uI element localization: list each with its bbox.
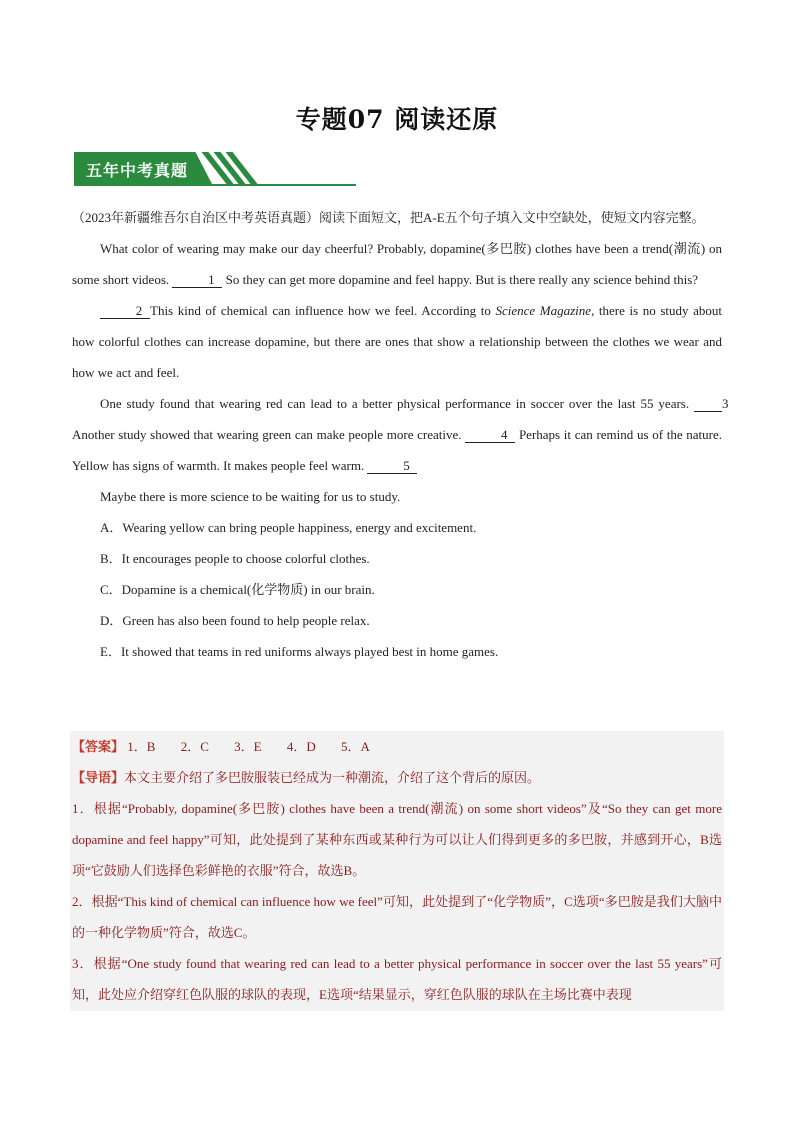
section-header <box>74 152 356 186</box>
blank-4: 4 <box>465 428 515 443</box>
option-d: D．Green has also been found to help people relax. <box>100 613 370 628</box>
passage-paragraph-4: Maybe there is more science to be waiting for us to study. <box>100 489 401 504</box>
blank-1: 1 <box>172 273 222 288</box>
answer-tag: 【答案】 <box>72 739 125 754</box>
option-a: A．Wearing yellow can bring people happiness, energy and excitement. <box>100 520 477 535</box>
answer-item: 2．C <box>180 739 209 754</box>
question-intro: （2023年新疆维吾尔自治区中考英语真题）阅读下面短文，把A-E五个句子填入文中空缺处，使短文内容完整。 <box>72 210 705 225</box>
guide-line <box>72 762 722 793</box>
answer-item: 5．A <box>340 739 370 754</box>
blank-5: 5 <box>367 459 417 474</box>
blank-3: 3 <box>694 397 722 412</box>
answer-item: 4．D <box>286 739 316 754</box>
magazine-title: Science Magazine <box>495 303 592 318</box>
answer-item: 3．E <box>234 739 262 754</box>
answer-section <box>72 731 722 1010</box>
section-label: 五年中考真题 <box>86 161 189 180</box>
passage-paragraph-2: 2 This kind of chemical can influence how we feel. According to Science Magazine, there is no study about how colorful clothes can increase dopamine, but there are ones that show a relationship between the clothes we wear and how we act and feel. <box>72 303 722 380</box>
explanation-3: 3．根据“One study found that wearing red can lead to a better physical performance in soccer over the last 55 years”可知，此处应介绍穿红色队服的球队的表现，E选项“结果显示，穿红色队服的球队在主场比赛中表现 <box>72 956 722 1002</box>
explanation-2: 2．根据“This kind of chemical can influence how we feel”可知，此处提到了“化学物质”，C选项“多巴胺是我们大脑中的一种化学物质”符合，故选C。 <box>72 894 722 940</box>
option-b: B．It encourages people to choose colorful clothes. <box>100 551 370 566</box>
guide-tag: 【导语】 <box>72 770 125 785</box>
question-body <box>72 202 729 667</box>
answer-line <box>72 731 722 762</box>
page-title: 专题07 阅读还原 <box>295 105 499 134</box>
blank-2: 2 <box>100 304 150 319</box>
passage-paragraph-1: What color of wearing may make our day cheerful? Probably, dopamine(多巴胺) clothes have been a trend(潮流) on some short videos. 1 So they can get more dopamine and feel happy. But is there really any science behind this? <box>72 241 722 287</box>
explanation-1: 1．根据“Probably, dopamine(多巴胺) clothes have been a trend(潮流) on some short videos”及“So they can get more dopamine and feel happy”可知，此处提到了某种东西或某种行为可以让人们得到更多的多巴胺，并感到开心，B选项“它鼓励人们选择色彩鲜艳的衣服”符合，故选B。 <box>72 801 722 878</box>
guide-text: 本文主要介绍了多巴胺服装已经成为一种潮流，介绍了这个背后的原因。 <box>124 770 541 785</box>
answer-item: 1．B <box>127 739 156 754</box>
option-e: E．It showed that teams in red uniforms always played best in home games. <box>100 644 499 659</box>
option-c: C．Dopamine is a chemical(化学物质) in our brain. <box>100 582 375 597</box>
passage-paragraph-3: One study found that wearing red can lead to a better physical performance in soccer over the last 55 years. 3 Another study showed that wearing green can make people more creative. 4 Perhaps it can remind us of the nature. Yellow has signs of warmth. It makes people feel warm. 5 <box>72 396 729 473</box>
section-underline <box>74 184 356 186</box>
